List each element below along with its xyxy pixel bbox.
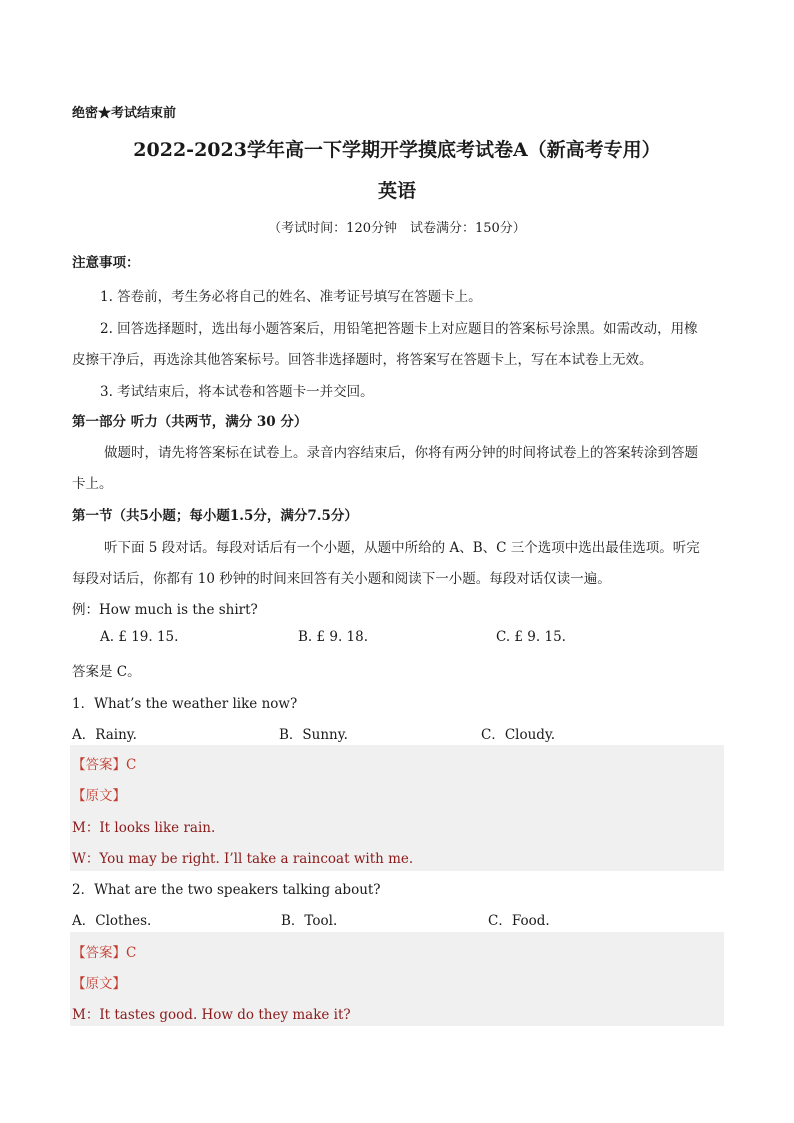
q2-question: 2．What are the two speakers talking about? (72, 882, 381, 898)
notice-item-3: 3. 考试结束后，将本试卷和答题卡一并交回。 (100, 384, 374, 400)
q2-answer (72, 941, 136, 961)
q1-transcript-w: W：You may be right. I’ll take a raincoat with me. (72, 851, 414, 867)
example-option-c: C. £ 9. 15. (496, 629, 566, 645)
q1-answer (72, 753, 136, 773)
part1-heading: 第一部分 听力（共两节，满分 30 分） (72, 414, 308, 430)
exam-info: （考试时间：120分钟 试卷满分：150分） (268, 221, 526, 236)
q2-option-b: B．Tool. (281, 913, 338, 929)
part1-instruction-line-2: 卡上。 (72, 476, 113, 492)
q2-transcript-m: M：It tastes good. How do they make it? (72, 1007, 351, 1023)
q2-option-a: A．Clothes. (72, 913, 152, 929)
q1-option-a: A．Rainy. (72, 727, 137, 743)
page-title: 2022-2023学年高一下学期开学摸底考试卷A（新高考专用） (133, 139, 661, 161)
example-option-a: A. £ 19. 15. (100, 629, 179, 645)
confidential-label: 绝密★考试结束前 (72, 106, 177, 121)
q1-transcript-m: M：It looks like rain. (72, 820, 216, 836)
q1-original-label: 【原文】 (72, 788, 126, 804)
q1-option-b: B．Sunny. (279, 727, 348, 743)
section1-heading: 第一节（共5小题；每小题1.5分，满分7.5分） (72, 508, 358, 524)
section1-instruction-line-2: 每段对话后，你都有 10 秒钟的时间来回答有关小题和阅读下一小题。每段对话仅读一遍。 (72, 571, 611, 587)
q2-answer-value: C (126, 945, 137, 961)
q1-answer-label: 【答案】 (72, 757, 126, 773)
example-option-b: B. £ 9. 18. (298, 629, 369, 645)
subject-title: 英语 (377, 180, 416, 202)
q1-answer-value: C (126, 757, 137, 773)
part1-instruction-line-1: 做题时，请先将答案标在试卷上。录音内容结束后，你将有两分钟的时间将试卷上的答案转涂到答题 (104, 445, 698, 461)
notice-heading: 注意事项： (72, 255, 140, 271)
notice-item-2-line-2: 皮擦干净后，再选涂其他答案标号。回答非选择题时，将答案写在答题卡上，写在本试卷上无效。 (72, 352, 653, 368)
q2-original-label: 【原文】 (72, 976, 126, 992)
section1-instruction-line-1: 听下面 5 段对话。每段对话后有一个小题，从题中所给的 A、B、C 三个选项中选出最佳选项。听完 (104, 540, 700, 556)
q1-question: 1．What’s the weather like now? (72, 696, 298, 712)
q2-answer-label: 【答案】 (72, 945, 126, 961)
q1-option-c: C．Cloudy. (481, 727, 556, 743)
notice-item-2-line-1: 2. 回答选择题时，选出每小题答案后，用铅笔把答题卡上对应题目的答案标号涂黑。如需改动，用橡 (100, 321, 698, 337)
example-question: 例：How much is the shirt? (72, 602, 258, 618)
notice-item-1: 1. 答卷前，考生务必将自己的姓名、准考证号填写在答题卡上。 (100, 289, 482, 305)
example-answer: 答案是 C。 (72, 664, 141, 680)
q2-option-c: C．Food. (488, 913, 550, 929)
